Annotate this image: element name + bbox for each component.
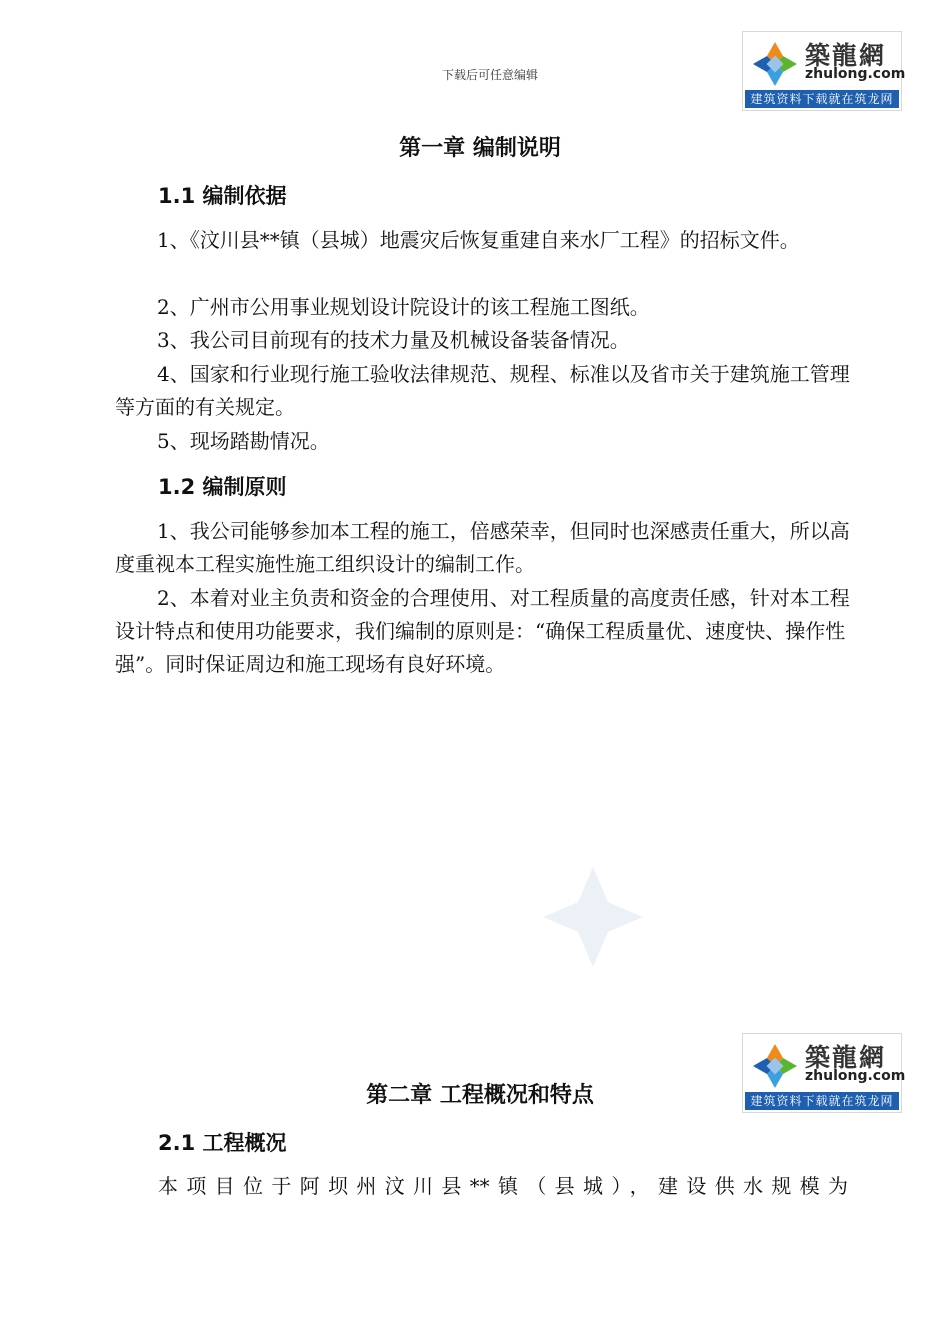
list-item: 1、《汶川县**镇（县城）地震灾后恢复重建自来水厂工程》的招标文件。 xyxy=(157,228,800,252)
header-note: 下载后可任意编辑 xyxy=(441,68,538,82)
logo-tagline: 建筑资料下载就在筑龙网 xyxy=(745,1092,899,1110)
list-item: 3、我公司目前现有的技术力量及机械设备装备情况。 xyxy=(157,328,630,352)
list-item: 4、国家和行业现行施工验收法律规范、规程、标准以及省市关于建筑施工管理等方面的有关规定。 xyxy=(115,362,850,419)
watermark-icon xyxy=(538,862,648,972)
section-2-1-title: 2.1 工程概况 xyxy=(158,1131,287,1155)
logo-tagline: 建筑资料下载就在筑龙网 xyxy=(745,90,899,108)
logo-name-cn: 築龍網 xyxy=(805,41,887,70)
list-item: 5、现场踏勘情况。 xyxy=(157,429,330,453)
chapter-2-title: 第二章 工程概况和特点 xyxy=(366,1083,594,1108)
list-item: 2、本着对业主负责和资金的合理使用、对工程质量的高度责任感，针对本工程设计特点和使用功能要求，我们编制的原则是：“确保工程质量优、速度快、操作性强”。同时保证周边和施工现场有良好环境。 xyxy=(115,586,850,676)
zhulong-logo[interactable] xyxy=(742,31,906,111)
paragraph: 本项目位于阿坝州汶川县**镇（县城），建设供水规模为 xyxy=(158,1174,848,1198)
logo-name-en: zhulong.com xyxy=(805,66,906,82)
chapter-1-title: 第一章 编制说明 xyxy=(399,136,561,161)
pinwheel-logo-icon xyxy=(747,36,803,92)
logo-name-cn: 築龍網 xyxy=(805,1043,887,1072)
list-item: 1、我公司能够参加本工程的施工，倍感荣幸，但同时也深感责任重大，所以高度重视本工程实施性施工组织设计的编制工作。 xyxy=(115,519,850,576)
section-1-1-title: 1.1 编制依据 xyxy=(158,184,287,208)
list-item: 2、广州市公用事业规划设计院设计的该工程施工图纸。 xyxy=(157,295,650,319)
logo-name-en: zhulong.com xyxy=(805,1068,906,1084)
section-1-2-title: 1.2 编制原则 xyxy=(158,475,287,499)
